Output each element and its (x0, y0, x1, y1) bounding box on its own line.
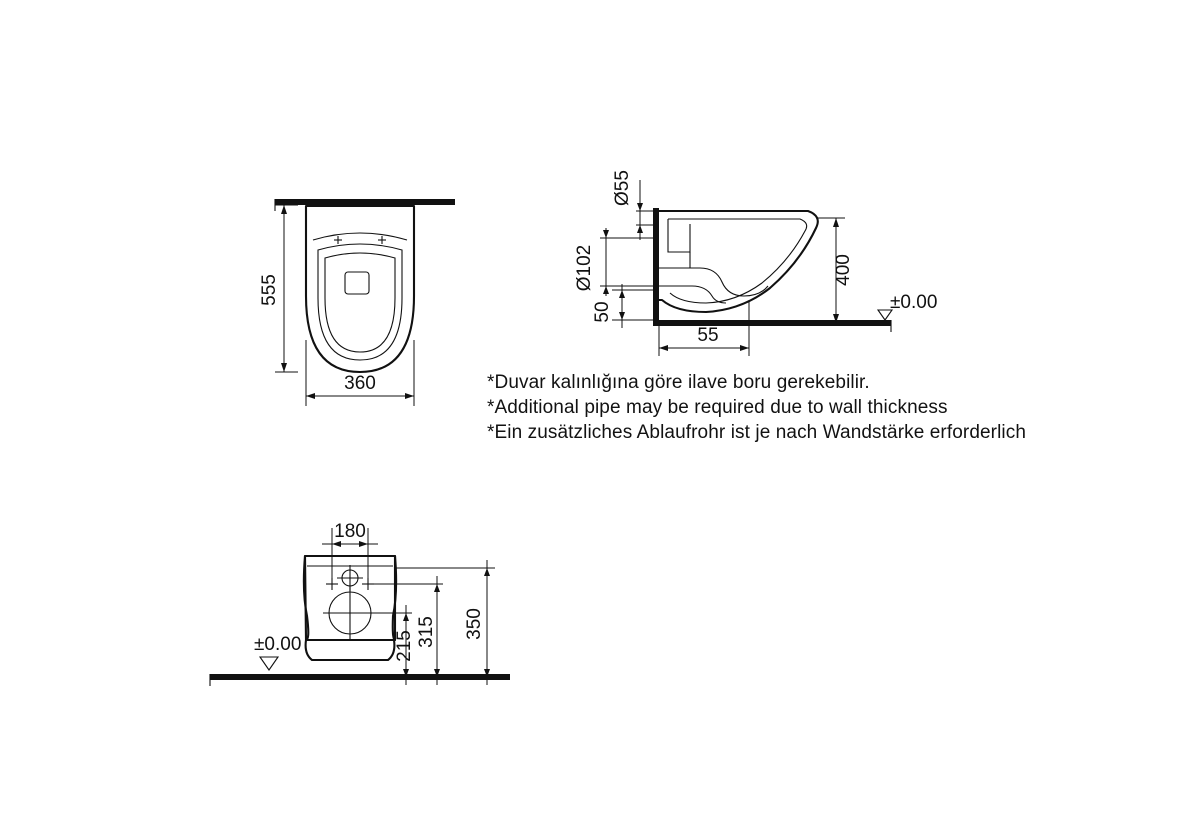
side-bowl-inner (668, 219, 807, 303)
note-tr: *Duvar kalınlığına göre ilave boru gerekebilir. (487, 372, 870, 393)
front-rim-curve (313, 233, 407, 240)
dimension-outlet-diameter (612, 170, 659, 240)
front-elevation-view (259, 199, 455, 406)
side-bowl-outline (659, 211, 818, 312)
notes-block (487, 370, 1107, 445)
front-seat-inner (325, 253, 395, 352)
dimension-front-height-label: 555 (259, 274, 280, 306)
dimension-outlet-height (592, 284, 659, 328)
front-fixing-marks (334, 236, 386, 244)
front-flush-plate (345, 272, 369, 294)
side-trap-lower (659, 286, 726, 303)
dimension-outlet-center-height (350, 605, 415, 685)
level-marker-rear (254, 634, 301, 670)
dimension-outlet-diameter-label: Ø55 (612, 170, 633, 206)
dimension-projection (659, 300, 749, 356)
note-de: *Ein zusätzliches Ablaufrohr ist je nach Wandstärke erforderlich (487, 422, 1027, 444)
dimension-front-width-label: 360 (344, 373, 376, 394)
dimension-fixing-height-label: 315 (416, 616, 437, 648)
dimension-front-width (306, 340, 414, 406)
side-wall-band (653, 208, 659, 326)
dimension-top-fixing-height (395, 560, 495, 685)
level-marker-side (878, 292, 937, 320)
dimension-outlet-center-height-label: 215 (394, 630, 415, 662)
dimension-bolt-spacing-label: 180 (334, 521, 366, 542)
side-cistern-connection (668, 219, 690, 252)
rear-base-outline (306, 640, 395, 660)
level-marker-rear-label: ±0.00 (254, 634, 302, 655)
dimension-projection-label: 55 (697, 325, 719, 346)
level-marker-side-label: ±0.00 (890, 292, 938, 313)
note-en: *Additional pipe may be required due to wall thickness (487, 397, 948, 419)
side-section-view (574, 170, 937, 356)
side-trap-profile (659, 268, 768, 296)
rear-elevation-view (210, 521, 510, 686)
dimension-seat-height-label: 400 (833, 254, 854, 286)
front-seat-outline (318, 244, 402, 360)
dimension-inlet-diameter-label: Ø102 (574, 244, 595, 292)
dimension-front-height (259, 205, 298, 372)
front-bowl-outline (306, 206, 414, 372)
dimension-top-fixing-height-label: 350 (464, 608, 485, 640)
dimension-inlet-diameter (574, 228, 659, 296)
side-floor-band (653, 320, 891, 326)
dimension-outlet-height-label: 50 (592, 301, 613, 323)
front-wall-band (275, 199, 455, 205)
dimension-seat-height (816, 218, 854, 323)
